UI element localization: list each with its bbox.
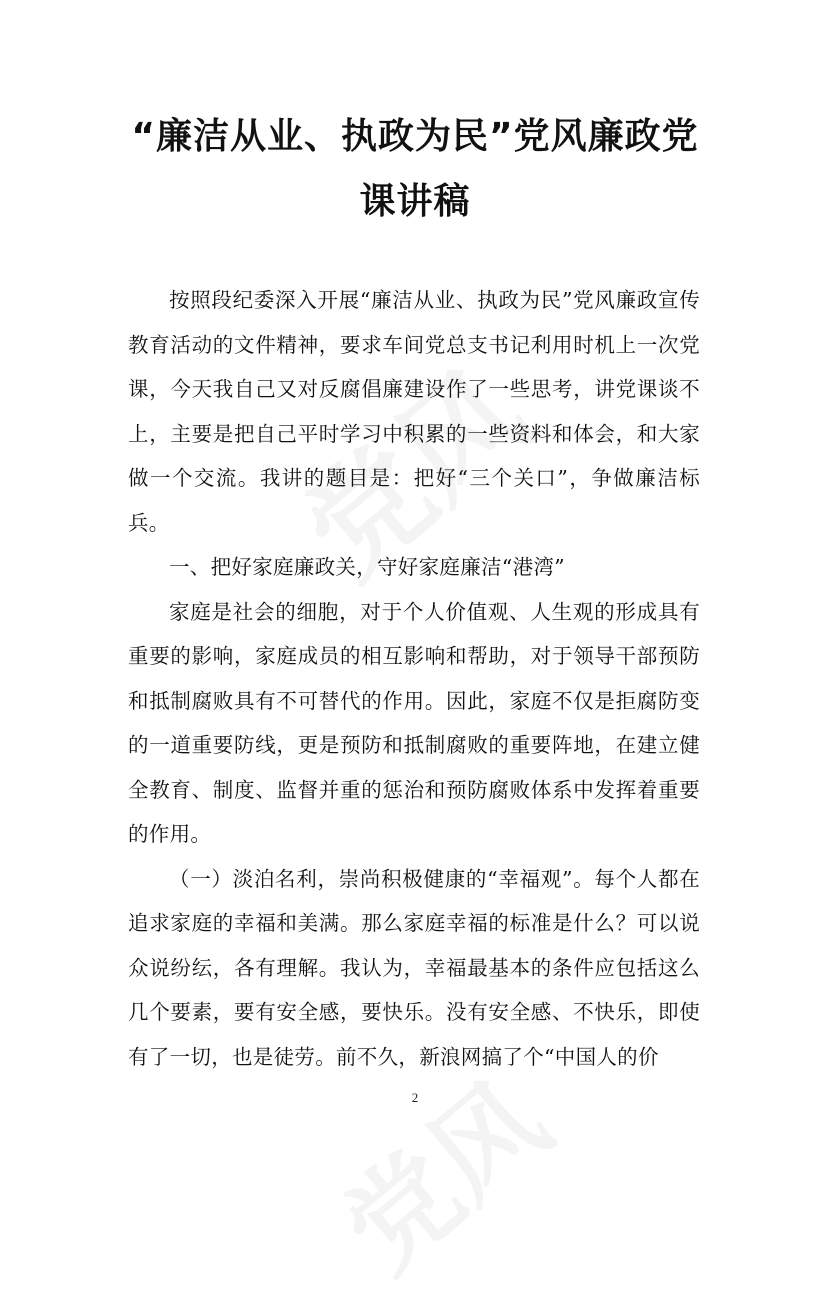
paragraph: 家庭是社会的细胞，对于个人价值观、人生观的形成具有重要的影响，家庭成员的相互影响和帮助，对于领导干部预防和抵制腐败具有不可替代的作用。因此，家庭不仅是拒腐防变的一道重要防线，更是预防和抵制腐败的重要阵地，在建立健全教育、制度、监督并重的惩治和预防腐败体系中发挥着重要的作用。 <box>128 599 700 846</box>
paragraph: （一）淡泊名利，崇尚积极健康的“幸福观”。每个人都在追求家庭的幸福和美满。那么家庭幸福的标准是什么？可以说众说纷纭，各有理解。我认为，幸福最基本的条件应包括这么几个要素，要有安全感，要快乐。没有安全感、不快乐，即使有了一切，也是徒劳。前不久，新浪网搞了个“中国人的价 <box>128 866 700 1069</box>
title-line-2: 课讲稿 <box>359 181 471 222</box>
document-body <box>128 278 700 1079</box>
section-heading: 一、把好家庭廉政关，守好家庭廉洁“港湾” <box>169 555 565 579</box>
title-line-1: “廉洁从业、执政为民”党风廉政党 <box>131 116 699 157</box>
document-title <box>110 104 720 234</box>
page-number: 2 <box>411 1090 419 1105</box>
paragraph-intro: 按照段纪委深入开展“廉洁从业、执政为民”党风廉政宣传教育活动的文件精神，要求车间党总支书记利用时机上一次党课，今天我自己又对反腐倡廉建设作了一些思考，讲党课谈不上，主要是把自己平时学习中积累的一些资料和体会，和大家做一个交流。我讲的题目是：把好“三个关口”，争做廉洁标兵。 <box>128 288 700 535</box>
